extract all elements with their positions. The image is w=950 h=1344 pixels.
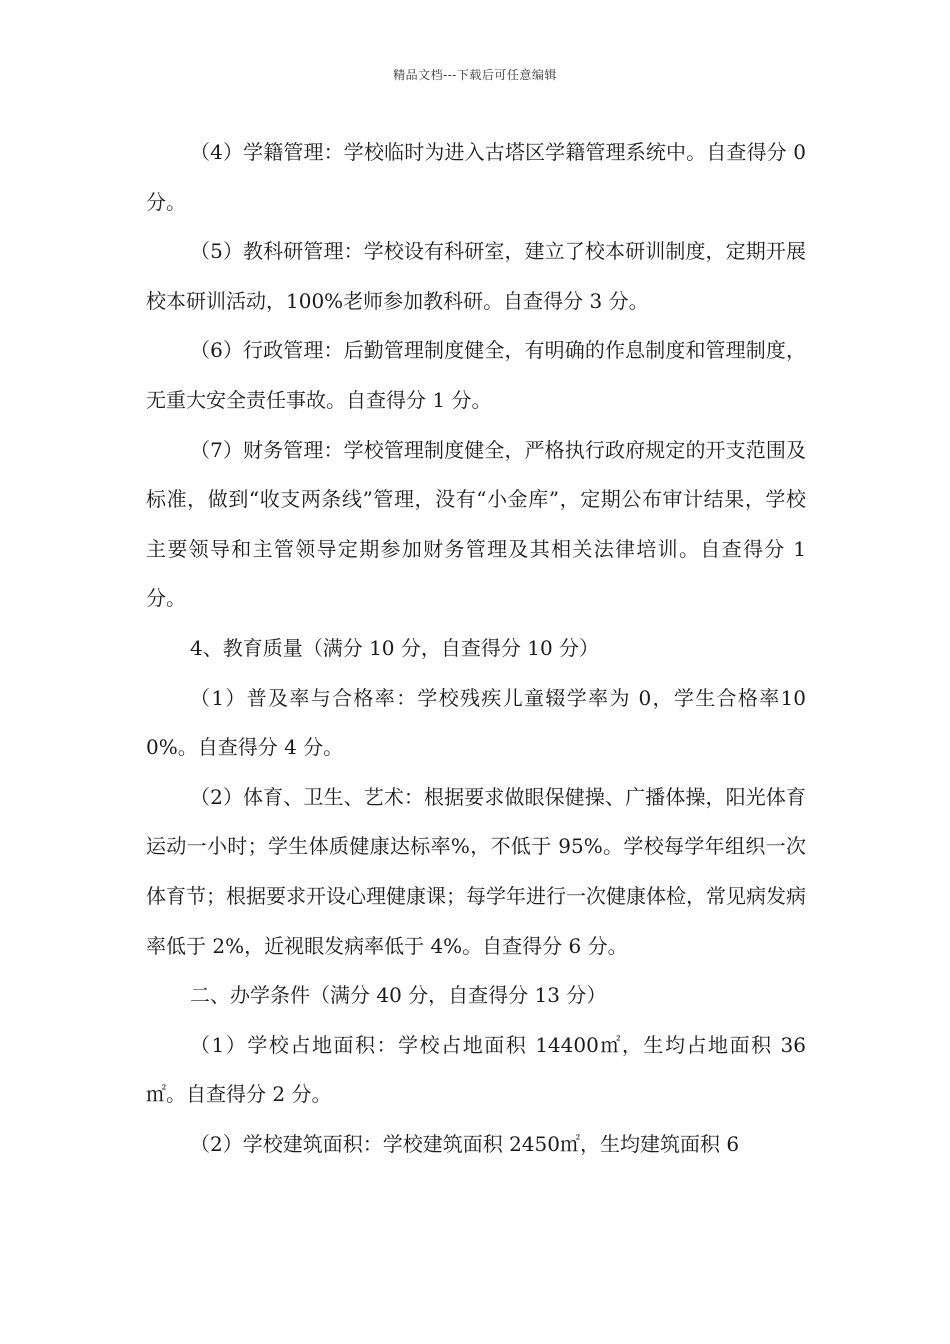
paragraph-finance: （7）财务管理：学校管理制度健全，严格执行政府规定的开支范围及标准，做到“收支两条线”管理，没有“小金库”，定期公布审计结果，学校主要领导和主管领导定期参加财务管理及其相关法律培训。自查得分 1 分。 bbox=[146, 437, 806, 611]
paragraph-land-area: （1）学校占地面积：学校占地面积 14400㎡，生均占地面积 36 ㎡。自查得分 2 分。 bbox=[146, 1032, 806, 1107]
paragraph-enrollment-pass-rate: （1）普及率与合格率：学校残疾儿童辍学率为 0，学生合格率100%。自查得分 4 分。 bbox=[146, 685, 806, 760]
section-heading-school-conditions: 二、办学条件（满分 40 分，自查得分 13 分） bbox=[190, 983, 607, 1008]
paragraph-sports-health-art: （2）体育、卫生、艺术：根据要求做眼保健操、广播体操，阳光体育运动一小时；学生体质健康达标率%，不低于 95%。学校每学年组织一次体育节；根据要求开设心理健康课；每学年进行一次健康体检，常见病发病率低于 2%，近视眼发病率低于 4%。自查得分 6 分。 bbox=[146, 784, 806, 958]
paragraph-administration: （6）行政管理：后勤管理制度健全，有明确的作息制度和管理制度，无重大安全责任事故。自查得分 1 分。 bbox=[146, 338, 806, 412]
section-heading-education-quality: 4、教育质量（满分 10 分，自查得分 10 分） bbox=[190, 635, 600, 660]
paragraph-student-registration: （4）学籍管理：学校临时为进入古塔区学籍管理系统中。自查得分 0 分。 bbox=[146, 140, 806, 214]
paragraph-teaching-research: （5）教科研管理：学校设有科研室，建立了校本研训制度，定期开展校本研训活动，100%老师参加教科研。自查得分 3 分。 bbox=[146, 239, 806, 313]
document-body bbox=[146, 128, 806, 1169]
paragraph-building-area: （2）学校建筑面积：学校建筑面积 2450㎡，生均建筑面积 6 bbox=[190, 1131, 740, 1156]
page-header: 精品文档---下载后可任意编辑 bbox=[393, 68, 557, 82]
